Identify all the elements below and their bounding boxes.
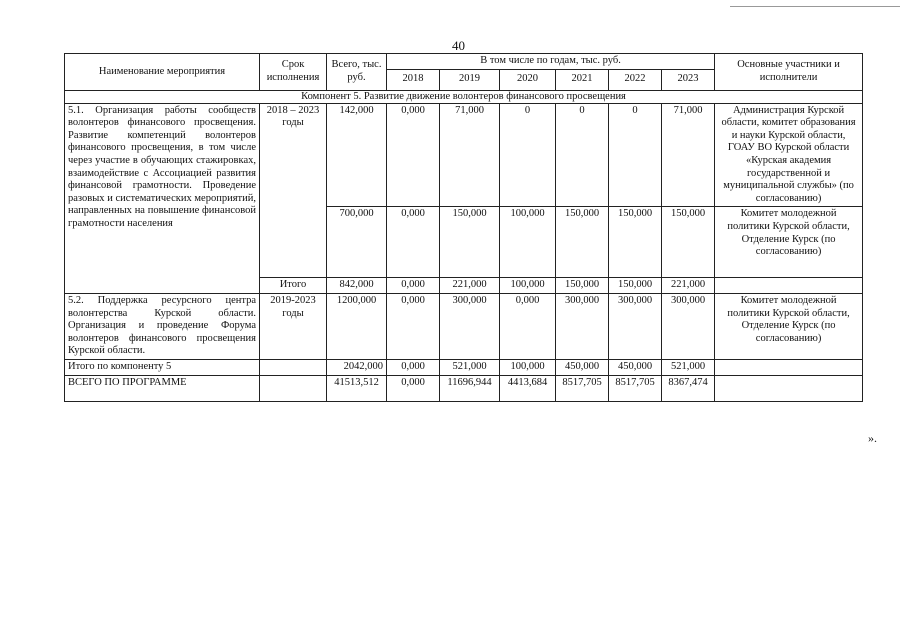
header-name: Наименование мероприятия [65, 54, 260, 91]
row-total: 842,000 [327, 278, 387, 294]
program-table [64, 53, 863, 402]
table-row [65, 375, 863, 401]
row-total: 41513,512 [327, 375, 387, 401]
row-year-value: 4413,684 [500, 375, 556, 401]
row-year-value: 0,000 [387, 278, 440, 294]
blank-cell [65, 278, 260, 294]
row-year-value: 450,000 [556, 359, 609, 375]
item-5-2-name: 5.2. Поддержка ресурсного центра волонтерства Курской области. Организация и проведение Форума волонтеров финансового просвещения Курской области. [65, 293, 260, 359]
table-row [65, 359, 863, 375]
row-year-value: 221,000 [440, 278, 500, 294]
header-by-years: В том числе по годам, тыс. руб. [387, 54, 715, 70]
row-year-value: 0,000 [387, 293, 440, 359]
row-participants: Комитет молодежной политики Курской области, Отделение Курск (по согласованию) [715, 293, 863, 359]
page-number: 40 [452, 38, 465, 53]
row-year-value: 100,000 [500, 359, 556, 375]
row-year-value: 8517,705 [556, 375, 609, 401]
row-year-value: 8367,474 [662, 375, 715, 401]
closing-quote-mark: ». [868, 431, 877, 445]
row-year-value: 0,000 [500, 293, 556, 359]
row-year-value: 150,000 [556, 278, 609, 294]
row-year-value: 100,000 [500, 207, 556, 278]
row-year-value: 0,000 [387, 359, 440, 375]
blank-cell [715, 359, 863, 375]
table-row [65, 278, 863, 294]
row-year-value: 150,000 [609, 207, 662, 278]
row-year-value: 521,000 [440, 359, 500, 375]
blank-cell [260, 359, 327, 375]
header-year: 2023 [662, 69, 715, 90]
row-year-value: 0,000 [387, 207, 440, 278]
row-year-value: 300,000 [662, 293, 715, 359]
row-year-value: 150,000 [556, 207, 609, 278]
row-year-value: 300,000 [609, 293, 662, 359]
row-year-value: 150,000 [662, 207, 715, 278]
blank-cell [715, 375, 863, 401]
subtotal-label: Итого [260, 278, 327, 294]
row-year-value: 521,000 [662, 359, 715, 375]
component-title: Компонент 5. Развитие движение волонтеров финансового просвещения [65, 90, 863, 103]
header-term: Срок исполнения [260, 54, 327, 91]
header-year: 2020 [500, 69, 556, 90]
row-participants: Администрация Курской области, комитет образования и науки Курской области, ГОАУ ВО Курской области «Курская академия государственной и муниципальной службы» (по согласованию) [715, 103, 863, 207]
row-total: 1200,000 [327, 293, 387, 359]
row-year-value: 150,000 [609, 278, 662, 294]
header-total: Всего, тыс. руб. [327, 54, 387, 91]
header-year: 2022 [609, 69, 662, 90]
row-year-value: 100,000 [500, 278, 556, 294]
row-year-value: 11696,944 [440, 375, 500, 401]
row-total: 2042,000 [327, 359, 387, 375]
row-year-value: 0 [500, 103, 556, 207]
header-year: 2021 [556, 69, 609, 90]
row-year-value: 300,000 [556, 293, 609, 359]
program-total-label: ВСЕГО ПО ПРОГРАММЕ [65, 375, 260, 401]
row-total: 700,000 [327, 207, 387, 278]
row-year-value: 0 [556, 103, 609, 207]
item-5-1-name: 5.1. Организация работы сообществ волонтеров финансового просвещения. Развитие компетенций волонтеров финансового просвещения, в том числе через участие в обучающих стажировках, взаимодействие с Ассоциацией развития финансовой грамотности. Проведение разовых и систематических мероприятий, направленных на повышение финансовой грамотности населения [65, 103, 260, 278]
item-5-2-term: 2019-2023 годы [260, 293, 327, 359]
row-year-value: 221,000 [662, 278, 715, 294]
row-year-value: 71,000 [440, 103, 500, 207]
row-year-value: 71,000 [662, 103, 715, 207]
row-participants: Комитет молодежной политики Курской области, Отделение Курск (по согласованию) [715, 207, 863, 278]
item-5-1-term: 2018 – 2023 годы [260, 103, 327, 278]
row-year-value: 8517,705 [609, 375, 662, 401]
row-year-value: 0,000 [387, 103, 440, 207]
header-participants: Основные участники и исполнители [715, 54, 863, 91]
component-total-label: Итого по компоненту 5 [65, 359, 260, 375]
row-year-value: 150,000 [440, 207, 500, 278]
row-year-value: 0 [609, 103, 662, 207]
blank-cell [715, 278, 863, 294]
row-total: 142,000 [327, 103, 387, 207]
row-year-value: 0,000 [387, 375, 440, 401]
header-year: 2018 [387, 69, 440, 90]
top-rule [730, 6, 900, 7]
row-year-value: 450,000 [609, 359, 662, 375]
table-row [65, 103, 863, 207]
table-row [65, 293, 863, 359]
header-year: 2019 [440, 69, 500, 90]
blank-cell [260, 375, 327, 401]
row-year-value: 300,000 [440, 293, 500, 359]
